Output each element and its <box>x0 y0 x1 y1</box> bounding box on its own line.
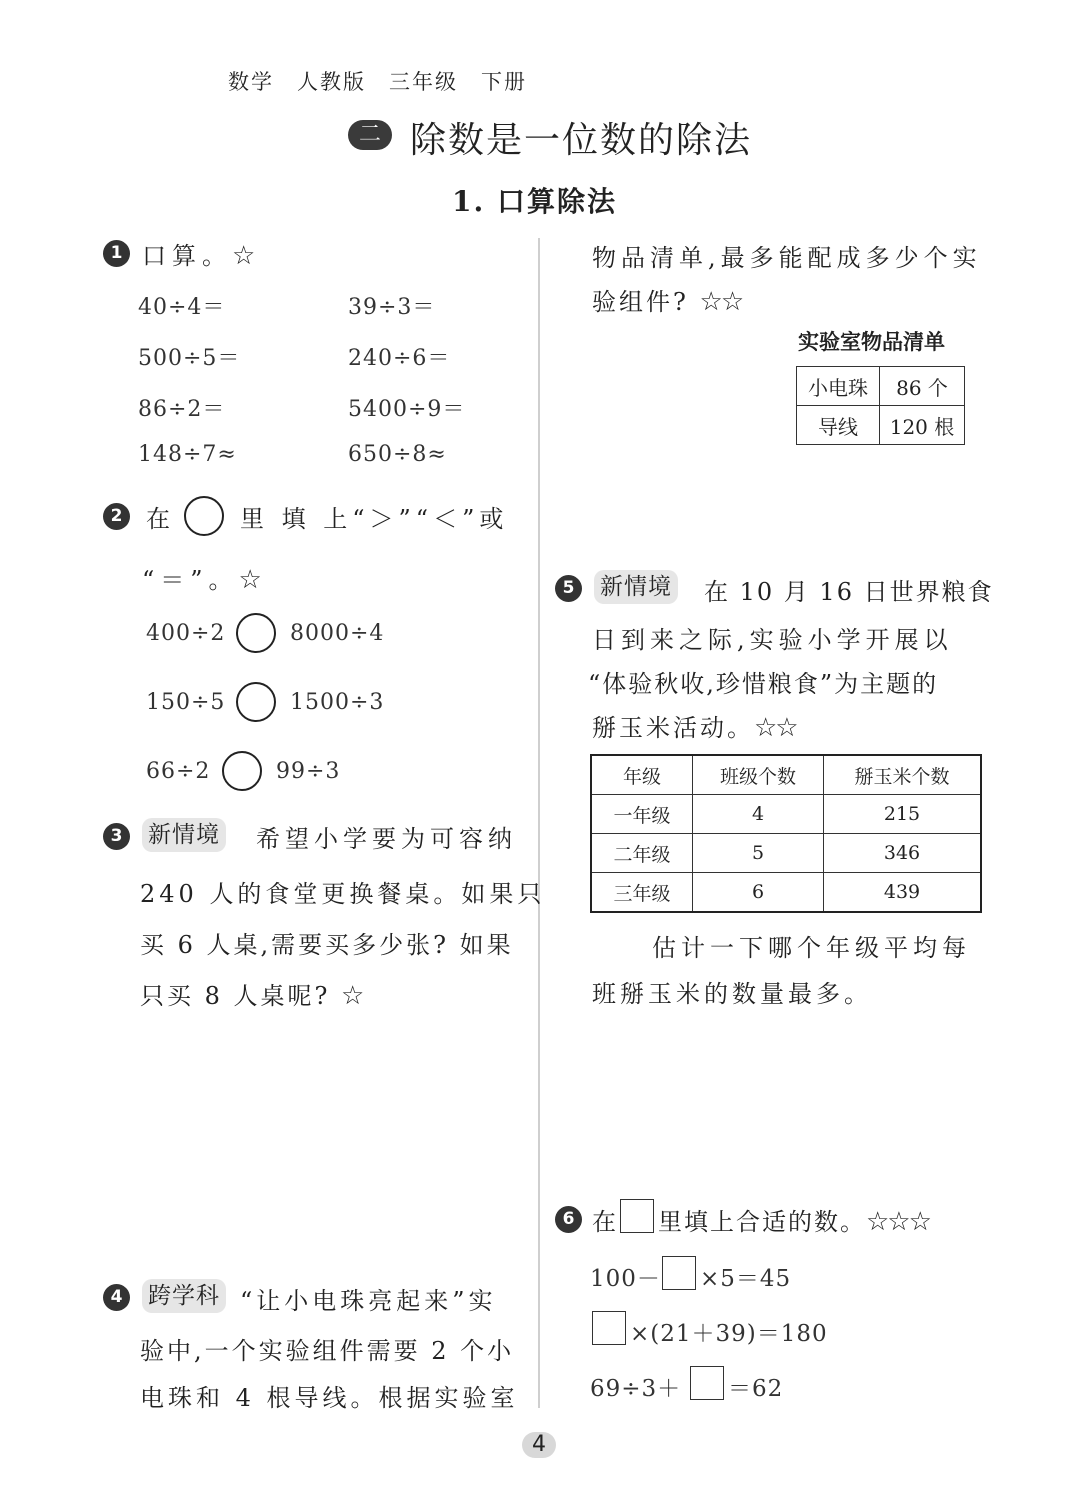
page-header: 数学 人教版 三年级 下册 <box>228 70 527 94</box>
chapter-title: 除数是一位数的除法 <box>410 120 753 161</box>
table-cell: 439 <box>824 873 982 913</box>
question-5-line: 日到来之际,实验小学开展以 <box>592 626 953 654</box>
question-4-number: 4 <box>103 1284 130 1311</box>
question-3-line: 240 人的食堂更换餐桌。如果只 <box>140 880 546 908</box>
q6-eq3-pre: 69÷3＋ <box>590 1376 682 1402</box>
question-5-prompt: 班掰玉米的数量最多。 <box>592 980 872 1008</box>
q1-item: 39÷3＝ <box>348 295 436 320</box>
question-2-number: 2 <box>103 503 130 530</box>
question-2-text-c: “＝”。☆ <box>142 565 260 595</box>
cross-subject-tag: 跨学科 <box>142 1279 226 1313</box>
q1-item: 40÷4＝ <box>138 295 226 320</box>
q1-item: 148÷7≈ <box>138 442 237 467</box>
question-2-text-a: 在 <box>146 505 176 533</box>
question-3-number: 3 <box>103 823 130 850</box>
page-number: 4 <box>522 1432 556 1458</box>
table-header-cell: 掰玉米个数 <box>824 755 982 795</box>
answer-circle[interactable] <box>222 751 262 791</box>
q1-item: 650÷8≈ <box>348 442 447 467</box>
inventory-table <box>796 366 965 445</box>
q1-item: 5400÷9＝ <box>348 397 466 422</box>
answer-box[interactable] <box>690 1366 724 1400</box>
star-rating: ☆ <box>232 241 254 271</box>
table-cell: 86 个 <box>880 367 965 406</box>
question-1-text: 口算。☆ <box>142 241 254 271</box>
answer-box[interactable] <box>662 1256 696 1290</box>
question-5-line: “体验秋收,珍惜粮食”为主题的 <box>588 670 939 698</box>
question-4-line: 验中,一个实验组件需要 2 个小 <box>140 1337 515 1365</box>
q6-eq3-post: ＝62 <box>728 1376 784 1402</box>
column-divider <box>538 238 540 1408</box>
question-2-text-b: 里 填 上“＞”“＜”或 <box>240 505 509 533</box>
table-row <box>797 406 965 445</box>
table-header-cell: 班级个数 <box>693 755 824 795</box>
star-rating: ☆ <box>238 565 260 595</box>
question-4-line: “让小电珠亮起来”实 <box>240 1287 497 1315</box>
star-rating: ☆☆☆ <box>866 1207 930 1237</box>
q2-left-expr: 66÷2 <box>146 759 211 784</box>
table-row <box>591 834 981 873</box>
table-cell: 6 <box>693 873 824 913</box>
question-1-number: 1 <box>103 240 130 267</box>
chapter-number-badge: 二 <box>348 120 392 150</box>
table-cell: 一年级 <box>591 795 693 834</box>
q1-item: 240÷6＝ <box>348 346 451 371</box>
table-row <box>797 367 965 406</box>
question-5-line: 掰玉米活动。☆☆ <box>592 713 797 743</box>
question-5-prompt: 估计一下哪个年级平均每 <box>652 934 971 962</box>
q6-eq1-post: ×5＝45 <box>700 1266 792 1292</box>
table-cell: 小电珠 <box>797 367 880 406</box>
star-rating: ☆☆ <box>754 713 797 743</box>
q2-right-expr: 8000÷4 <box>290 621 385 646</box>
answer-circle[interactable] <box>236 613 276 653</box>
question-4-line: 验组件? ☆☆ <box>592 287 743 317</box>
question-3-line: 只买 8 人桌呢? ☆ <box>140 981 363 1011</box>
section-title: 1. 口算除法 <box>452 185 617 218</box>
table-row <box>591 795 981 834</box>
q6-eq2-post: ×(21＋39)＝180 <box>630 1321 828 1347</box>
table-cell: 三年级 <box>591 873 693 913</box>
new-situation-tag: 新情境 <box>594 570 678 604</box>
star-rating: ☆ <box>341 981 363 1011</box>
question-4-line: 物品清单,最多能配成多少个实 <box>592 244 982 272</box>
table-cell: 346 <box>824 834 982 873</box>
question-5-number: 5 <box>555 575 582 602</box>
star-rating: ☆☆ <box>699 287 743 317</box>
q2-right-expr: 99÷3 <box>276 759 341 784</box>
question-3-line: 买 6 人桌,需要买多少张? 如果 <box>140 931 514 959</box>
table-header-row <box>591 755 981 795</box>
inventory-table-caption: 实验室物品清单 <box>798 330 945 354</box>
corn-table <box>590 754 982 913</box>
table-row <box>591 873 981 913</box>
table-cell: 二年级 <box>591 834 693 873</box>
table-header-cell: 年级 <box>591 755 693 795</box>
question-6-text-a: 在 <box>592 1208 619 1236</box>
question-3-line: 希望小学要为可容纳 <box>256 825 517 853</box>
table-cell: 215 <box>824 795 982 834</box>
table-cell: 120 根 <box>880 406 965 445</box>
question-6-number: 6 <box>555 1206 582 1233</box>
q6-eq1-pre: 100－ <box>590 1266 661 1292</box>
answer-circle[interactable] <box>184 496 224 536</box>
q1-item: 86÷2＝ <box>138 397 226 422</box>
q2-right-expr: 1500÷3 <box>290 690 385 715</box>
q1-item: 500÷5＝ <box>138 346 241 371</box>
q2-left-expr: 400÷2 <box>146 621 226 646</box>
answer-circle[interactable] <box>236 682 276 722</box>
table-cell: 4 <box>693 795 824 834</box>
q2-left-expr: 150÷5 <box>146 690 226 715</box>
question-6-text-b: 里填上合适的数。☆☆☆ <box>658 1207 930 1237</box>
answer-box[interactable] <box>592 1311 626 1345</box>
new-situation-tag: 新情境 <box>142 818 226 852</box>
question-5-line: 在 10 月 16 日世界粮食 <box>704 578 994 606</box>
table-cell: 导线 <box>797 406 880 445</box>
table-cell: 5 <box>693 834 824 873</box>
question-4-line: 电珠和 4 根导线。根据实验室 <box>140 1384 519 1412</box>
answer-box[interactable] <box>620 1199 654 1233</box>
